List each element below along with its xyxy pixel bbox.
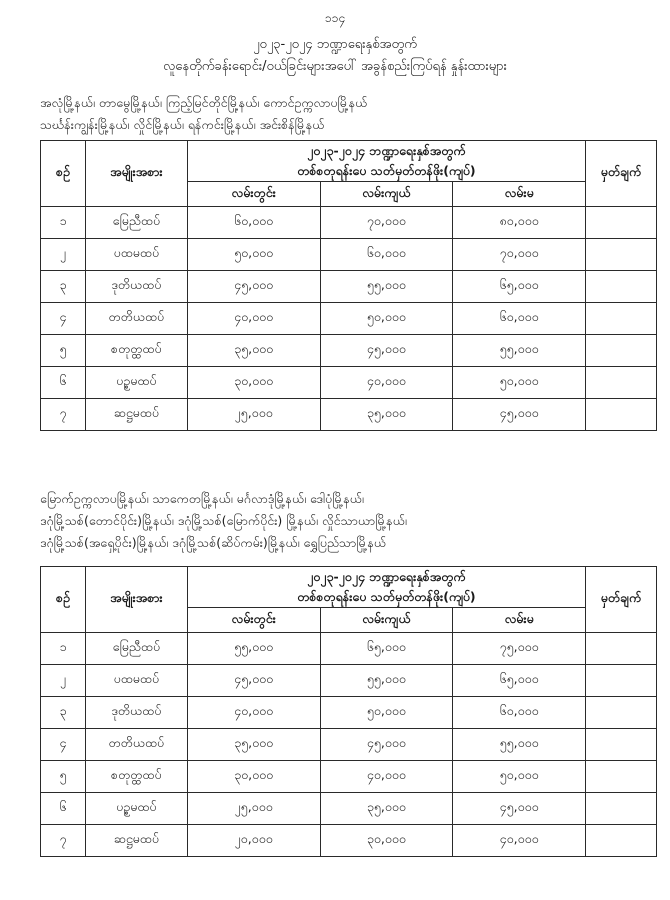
- page-number: ၁၁၄: [324, 11, 346, 25]
- remark-cell: [586, 303, 657, 335]
- document-heading-title: လူနေတိုက်ခန်းရောင်း/ဝယ်ခြင်းများအပေါ် အခွန်စည်းကြပ်ရန် နှုန်းထားများ: [163, 59, 507, 74]
- table-row: [41, 825, 657, 857]
- inner-street-value-cell: ၃၀,၀၀၀: [187, 367, 320, 399]
- table-row: [41, 271, 657, 303]
- floor-type-cell: ပထမထပ်: [85, 665, 187, 697]
- group-header-year: ၂၀၂၃-၂၀၂၄ ဘဏ္ဍာရေးနှစ်အတွက်: [307, 143, 466, 158]
- inner-street-value-cell: ၅၅,၀၀၀: [187, 633, 320, 665]
- remark-cell: [586, 633, 657, 665]
- main-road-value-cell: ၆၅,၀၀၀: [453, 271, 586, 303]
- sub-header-main-road: လမ်းမ: [453, 608, 586, 633]
- row-number-cell: ၇: [41, 399, 86, 431]
- floor-type-cell: ပဥ္စမထပ်: [85, 793, 187, 825]
- main-road-value-cell: ၄၅,၀၀၀: [453, 793, 586, 825]
- remark-cell: [586, 825, 657, 857]
- floor-type-cell: ပထမထပ်: [85, 239, 187, 271]
- sub-header-inner-street: လမ်းတွင်း: [187, 608, 320, 633]
- floor-type-cell: ပဥ္စမထပ်: [85, 367, 187, 399]
- inner-street-value-cell: ၃၅,၀၀၀: [187, 335, 320, 367]
- wide-street-value-cell: ၃၅,၀၀၀: [320, 793, 453, 825]
- row-number-cell: ၂: [41, 239, 86, 271]
- table-body: [41, 207, 657, 431]
- main-road-value-cell: ၆၀,၀၀၀: [453, 697, 586, 729]
- row-number-cell: ၅: [41, 761, 86, 793]
- group-header-unit: တစ်စတုရန်းပေ သတ်မှတ်တန်ဖိုး(ကျပ်): [297, 163, 476, 178]
- group-header-year: ၂၀၂၃-၂၀၂၄ ဘဏ္ဍာရေးနှစ်အတွက်: [307, 569, 466, 584]
- wide-street-value-cell: ၅၅,၀၀၀: [320, 665, 453, 697]
- wide-street-value-cell: ၃၅,၀၀၀: [320, 399, 453, 431]
- rate-table-2: [40, 566, 657, 857]
- row-number-cell: ၃: [41, 697, 86, 729]
- table-row: [41, 665, 657, 697]
- col-header-no: စဉ်: [41, 567, 86, 633]
- floor-type-cell: ဒုတိယထပ်: [85, 271, 187, 303]
- remark-cell: [586, 697, 657, 729]
- row-number-cell: ၄: [41, 729, 86, 761]
- wide-street-value-cell: ၇၀,၀၀၀: [320, 207, 453, 239]
- floor-type-cell: စတုတ္ထထပ်: [85, 761, 187, 793]
- row-number-cell: ၁: [41, 207, 86, 239]
- sub-header-main-road: လမ်းမ: [453, 182, 586, 207]
- main-road-value-cell: ၄၀,၀၀၀: [453, 825, 586, 857]
- main-road-value-cell: ၈၀,၀၀၀: [453, 207, 586, 239]
- remark-cell: [586, 239, 657, 271]
- main-road-value-cell: ၆၅,၀၀၀: [453, 665, 586, 697]
- sub-header-inner-street: လမ်းတွင်း: [187, 182, 320, 207]
- document-heading-year: ၂၀၂၃-၂၀၂၄ ဘဏ္ဍာရေးနှစ်အတွက်: [253, 37, 417, 52]
- row-number-cell: ၃: [41, 271, 86, 303]
- floor-type-cell: စတုတ္ထထပ်: [85, 335, 187, 367]
- wide-street-value-cell: ၃၀,၀၀၀: [320, 825, 453, 857]
- row-number-cell: ၂: [41, 665, 86, 697]
- remark-cell: [586, 207, 657, 239]
- row-number-cell: ၇: [41, 825, 86, 857]
- inner-street-value-cell: ၄၅,၀၀၀: [187, 665, 320, 697]
- floor-type-cell: ဆဋ္ဌမထပ်: [85, 825, 187, 857]
- remark-cell: [586, 665, 657, 697]
- floor-type-cell: မြေညီထပ်: [85, 207, 187, 239]
- main-road-value-cell: ၄၅,၀၀၀: [453, 399, 586, 431]
- inner-street-value-cell: ၃၀,၀၀၀: [187, 761, 320, 793]
- floor-type-cell: ဒုတိယထပ်: [85, 697, 187, 729]
- sub-header-wide-street: လမ်းကျယ်: [320, 608, 453, 633]
- inner-street-value-cell: ၄၀,၀၀၀: [187, 303, 320, 335]
- floor-type-cell: ဆဋ္ဌမထပ်: [85, 399, 187, 431]
- main-road-value-cell: ၅၅,၀၀၀: [453, 729, 586, 761]
- wide-street-value-cell: ၄၀,၀၀၀: [320, 367, 453, 399]
- inner-street-value-cell: ၄၀,၀၀၀: [187, 697, 320, 729]
- table-row: [41, 207, 657, 239]
- wide-street-value-cell: ၄၅,၀၀၀: [320, 729, 453, 761]
- region-list-2: [40, 488, 660, 554]
- remark-cell: [586, 761, 657, 793]
- inner-street-value-cell: ၆၀,၀၀၀: [187, 207, 320, 239]
- region-line: မြောက်ဥက္ကလာပမြို့နယ်၊ သာကေတမြို့နယ်၊ မင်္ဂလာဒုံမြို့နယ်၊ ဒေါပုံမြို့နယ်၊: [40, 491, 364, 506]
- col-header-no: စဉ်: [41, 141, 86, 207]
- table-row: [41, 761, 657, 793]
- table-row: [41, 697, 657, 729]
- table-row: [41, 335, 657, 367]
- remark-cell: [586, 367, 657, 399]
- region-list-1: [40, 92, 660, 136]
- floor-type-cell: တတိယထပ်: [85, 729, 187, 761]
- region-line: အလုံမြို့နယ်၊ တာမွေမြို့နယ်၊ ကြည့်မြင်တိုင်မြို့နယ်၊ ကောင်ဥက္ကလာပမြို့နယ်: [40, 95, 368, 110]
- inner-street-value-cell: ၃၅,၀၀၀: [187, 729, 320, 761]
- main-road-value-cell: ၅၀,၀၀၀: [453, 761, 586, 793]
- floor-type-cell: မြေညီထပ်: [85, 633, 187, 665]
- region-line: ဒဂုံမြို့သစ်(အရှေ့ပိုင်း)မြို့နယ်၊ ဒဂုံမြို့သစ်(ဆိပ်ကမ်း)မြို့နယ်၊ ရွှေပြည်သာမြို့နယ်: [40, 535, 387, 550]
- table-body: [41, 633, 657, 857]
- row-number-cell: ၆: [41, 367, 86, 399]
- main-road-value-cell: ၇၅,၀၀၀: [453, 633, 586, 665]
- row-number-cell: ၁: [41, 633, 86, 665]
- col-header-remark: မှတ်ချက်: [586, 141, 657, 207]
- row-number-cell: ၆: [41, 793, 86, 825]
- region-line: သင်္ဃန်းကျွန်းမြို့နယ်၊ လှိုင်မြို့နယ်၊ ရန်ကင်းမြို့နယ်၊ အင်းစိန်မြို့နယ်: [40, 117, 325, 132]
- inner-street-value-cell: ၂၀,၀၀၀: [187, 825, 320, 857]
- table-row: [41, 793, 657, 825]
- wide-street-value-cell: ၄၀,၀၀၀: [320, 761, 453, 793]
- col-group-header: [187, 567, 585, 608]
- table-row: [41, 303, 657, 335]
- inner-street-value-cell: ၂၅,၀၀၀: [187, 399, 320, 431]
- wide-street-value-cell: ၅၀,၀၀၀: [320, 697, 453, 729]
- remark-cell: [586, 729, 657, 761]
- remark-cell: [586, 335, 657, 367]
- inner-street-value-cell: ၂၅,၀၀၀: [187, 793, 320, 825]
- row-number-cell: ၄: [41, 303, 86, 335]
- col-header-type: အမျိုးအစား: [85, 141, 187, 207]
- main-road-value-cell: ၇၀,၀၀၀: [453, 239, 586, 271]
- remark-cell: [586, 271, 657, 303]
- floor-type-cell: တတိယထပ်: [85, 303, 187, 335]
- region-line: ဒဂုံမြို့သစ်(တောင်ပိုင်း)မြို့နယ်၊ ဒဂုံမြို့သစ်(မြောက်ပိုင်း) မြို့နယ်၊ လှိုင်သာယာမြို့နယ်၊: [40, 513, 407, 528]
- wide-street-value-cell: ၄၅,၀၀၀: [320, 335, 453, 367]
- inner-street-value-cell: ၅၀,၀၀၀: [187, 239, 320, 271]
- table-row: [41, 367, 657, 399]
- wide-street-value-cell: ၆၅,၀၀၀: [320, 633, 453, 665]
- main-road-value-cell: ၅၀,၀၀၀: [453, 367, 586, 399]
- rate-table-1: [40, 140, 657, 431]
- table-row: [41, 399, 657, 431]
- main-road-value-cell: ၆၀,၀၀၀: [453, 303, 586, 335]
- table-row: [41, 239, 657, 271]
- group-header-unit: တစ်စတုရန်းပေ သတ်မှတ်တန်ဖိုး(ကျပ်): [297, 589, 476, 604]
- col-header-remark: မှတ်ချက်: [586, 567, 657, 633]
- col-group-header: [187, 141, 585, 182]
- main-road-value-cell: ၅၅,၀၀၀: [453, 335, 586, 367]
- row-number-cell: ၅: [41, 335, 86, 367]
- remark-cell: [586, 399, 657, 431]
- col-header-type: အမျိုးအစား: [85, 567, 187, 633]
- wide-street-value-cell: ၆၀,၀၀၀: [320, 239, 453, 271]
- inner-street-value-cell: ၄၅,၀၀၀: [187, 271, 320, 303]
- remark-cell: [586, 793, 657, 825]
- table-row: [41, 729, 657, 761]
- table-row: [41, 633, 657, 665]
- wide-street-value-cell: ၅၅,၀၀၀: [320, 271, 453, 303]
- wide-street-value-cell: ၅၀,၀၀၀: [320, 303, 453, 335]
- sub-header-wide-street: လမ်းကျယ်: [320, 182, 453, 207]
